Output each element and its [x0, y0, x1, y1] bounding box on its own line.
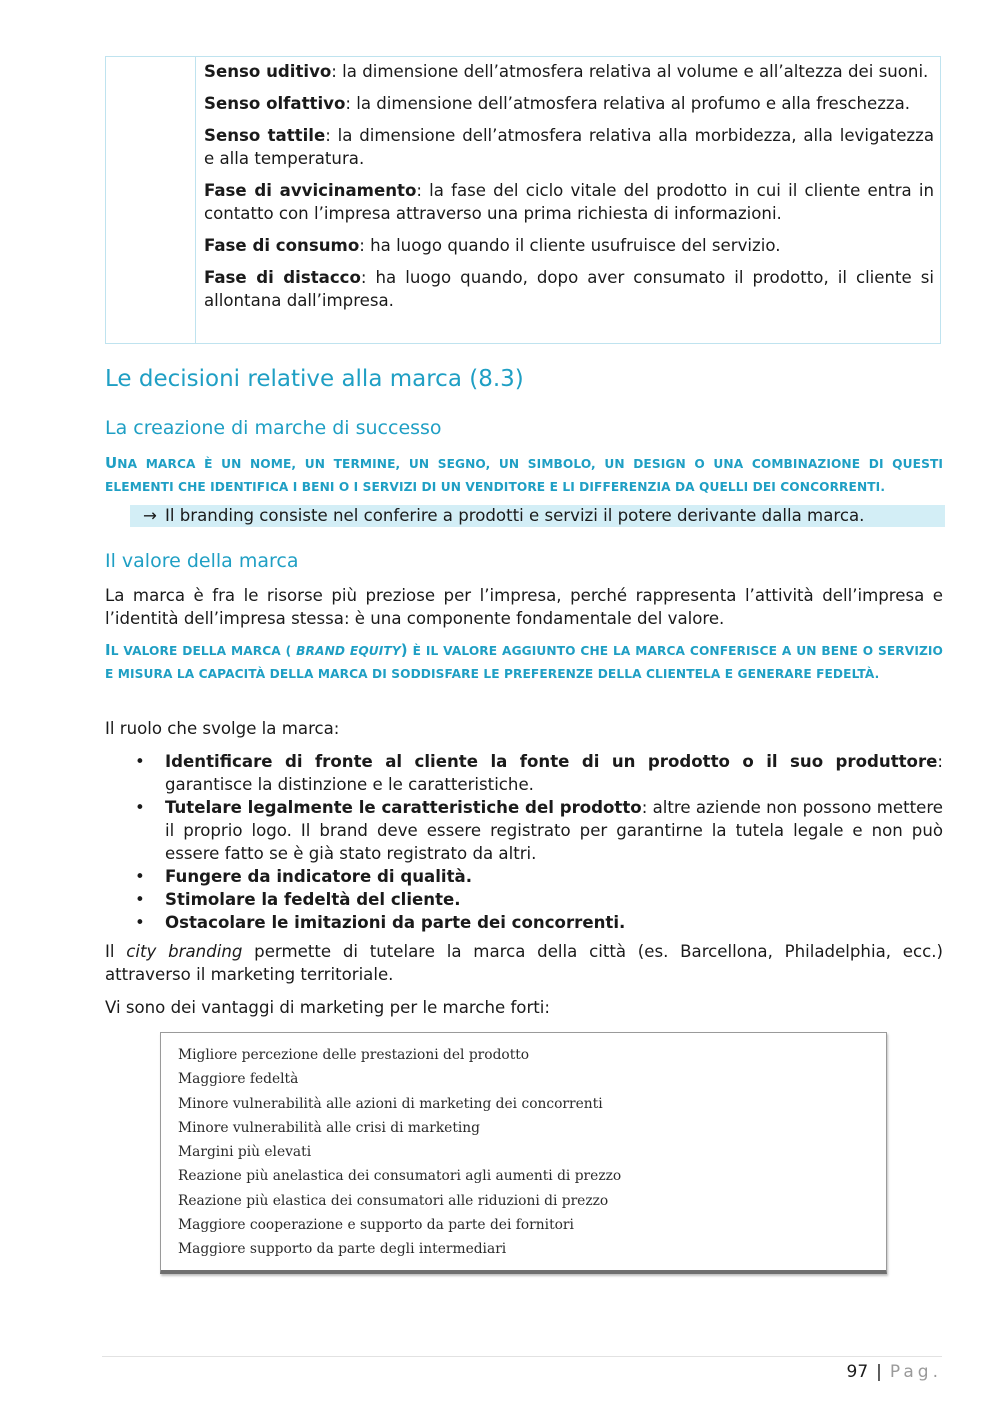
brand-definition: UNA MARCA È UN NOME, UN TERMINE, UN SEGNO, UN SIMBOLO, UN DESIGN O UNA COMBINAZIONE DI QUESTI ELEMENTI CHE IDENTIFICA I BENI O I SERVIZI DI UN VENDITORE E LI DIFFERENZIA DA QUELLI DEI CONCORRENTI. — [105, 454, 943, 494]
list-item: • Identificare di fronte al cliente la fonte di un prodotto o il suo produttore: garantisce la distinzione e le caratteristiche. — [135, 752, 943, 794]
definition-item — [204, 266, 934, 312]
definition-item — [204, 60, 934, 83]
definition-item — [204, 179, 934, 225]
list-item: • Tutelare legalmente le caratteristiche del prodotto: altre aziende non possono mettere il proprio logo. Il brand deve essere registrato per garantirne la tutela legale e non può essere fatto se è già stato registrato da altri. — [135, 798, 943, 863]
list-item: • Ostacolare le imitazioni da parte dei concorrenti. — [135, 913, 626, 932]
footer-separator: | — [876, 1362, 882, 1382]
branding-highlight — [130, 505, 945, 527]
definitions-table-left-column — [106, 57, 196, 343]
list-item: • Stimolare la fedeltà del cliente. — [135, 890, 461, 909]
arrow-right-icon: → — [143, 506, 157, 525]
list-item: Minore vulnerabilità alle crisi di marketing — [178, 1119, 481, 1136]
definition-text: : ha luogo quando, dopo aver consumato il prodotto, il cliente si allontana dall’impresa. — [204, 268, 934, 310]
list-item: Margini più elevati — [178, 1144, 312, 1161]
definition-item — [204, 124, 934, 170]
list-item: Reazione più anelastica dei consumatori agli aumenti di prezzo — [178, 1168, 622, 1185]
definition-text: : ha luogo quando il cliente usufruisce del servizio. — [359, 236, 781, 255]
definition-item — [204, 92, 934, 115]
definition-term: Fase di consumo — [204, 236, 360, 255]
subsection-heading-creation: La creazione di marche di successo — [105, 417, 442, 439]
list-item: Maggiore cooperazione e supporto da parte dei fornitori — [178, 1217, 574, 1234]
advantages-intro: Vi sono dei vantaggi di marketing per le marche forti: — [105, 998, 550, 1017]
definition-text: : la dimensione dell’atmosfera relativa al profumo e alla freschezza. — [345, 94, 911, 113]
definition-term: Senso olfattivo — [204, 94, 346, 113]
definitions-table — [105, 56, 941, 344]
page-label: Pag. — [889, 1362, 942, 1382]
subsection-heading-value: Il valore della marca — [105, 550, 299, 572]
definition-text: : la dimensione dell’atmosfera relativa al volume e all’altezza dei suoni. — [331, 62, 929, 81]
list-item: Reazione più elastica dei consumatori alle riduzioni di prezzo — [178, 1192, 609, 1209]
footer-divider — [102, 1356, 942, 1357]
list-item: Maggiore fedeltà — [178, 1071, 299, 1088]
definition-text: : la fase del ciclo vitale del prodotto in cui il cliente entra in contatto con l’impresa attraverso una prima richiesta di informazioni. — [204, 181, 935, 223]
advantages-figure — [160, 1032, 887, 1274]
advantages-list — [161, 1033, 886, 1262]
section-heading: Le decisioni relative alla marca (8.3) — [105, 366, 524, 392]
brand-value-paragraph: La marca è fra le risorse più preziose per l’impresa, perché rappresenta l’attività dell’impresa e l’identità dell’impresa stessa: è una componente fondamentale del valore. — [105, 586, 943, 628]
list-item: • Fungere da indicatore di qualità. — [135, 867, 473, 886]
page-footer — [847, 1362, 942, 1382]
list-item: Minore vulnerabilità alle azioni di marketing dei concorrenti — [178, 1095, 603, 1112]
list-item: Migliore percezione delle prestazioni del prodotto — [178, 1047, 530, 1063]
definition-text: : la dimensione dell’atmosfera relativa alla morbidezza, alla levigatezza e alla temperatura. — [204, 126, 934, 168]
definition-term: Fase di avvicinamento — [204, 181, 417, 200]
definition-term: Senso tattile — [204, 126, 326, 145]
branding-text: Il branding consiste nel conferire a prodotti e servizi il potere derivante dalla marca. — [165, 506, 865, 525]
brand-equity-definition: IL VALORE DELLA MARCA ( BRAND EQUITY) È IL VALORE AGGIUNTO CHE LA MARCA CONFERISCE A UN BENE O SERVIZIO E MISURA LA CAPACITÀ DELLA MARCA DI SODDISFARE LE PREFERENZE DELLA CLIENTELA E GENERARE FEDELTÀ. — [105, 641, 943, 681]
definition-term: Senso uditivo — [204, 62, 332, 81]
list-item: Maggiore supporto da parte degli intermediari — [178, 1241, 507, 1258]
definitions-list — [204, 60, 934, 321]
roles-list — [105, 750, 943, 934]
page-number: 97 — [846, 1362, 869, 1382]
city-branding-paragraph: Il city branding permette di tutelare la marca della città (es. Barcellona, Philadelphia, ecc.) attraverso il marketing territoriale. — [105, 942, 943, 984]
definition-item — [204, 234, 934, 257]
roles-intro: Il ruolo che svolge la marca: — [105, 719, 340, 738]
definition-term: Fase di distacco — [204, 268, 361, 287]
